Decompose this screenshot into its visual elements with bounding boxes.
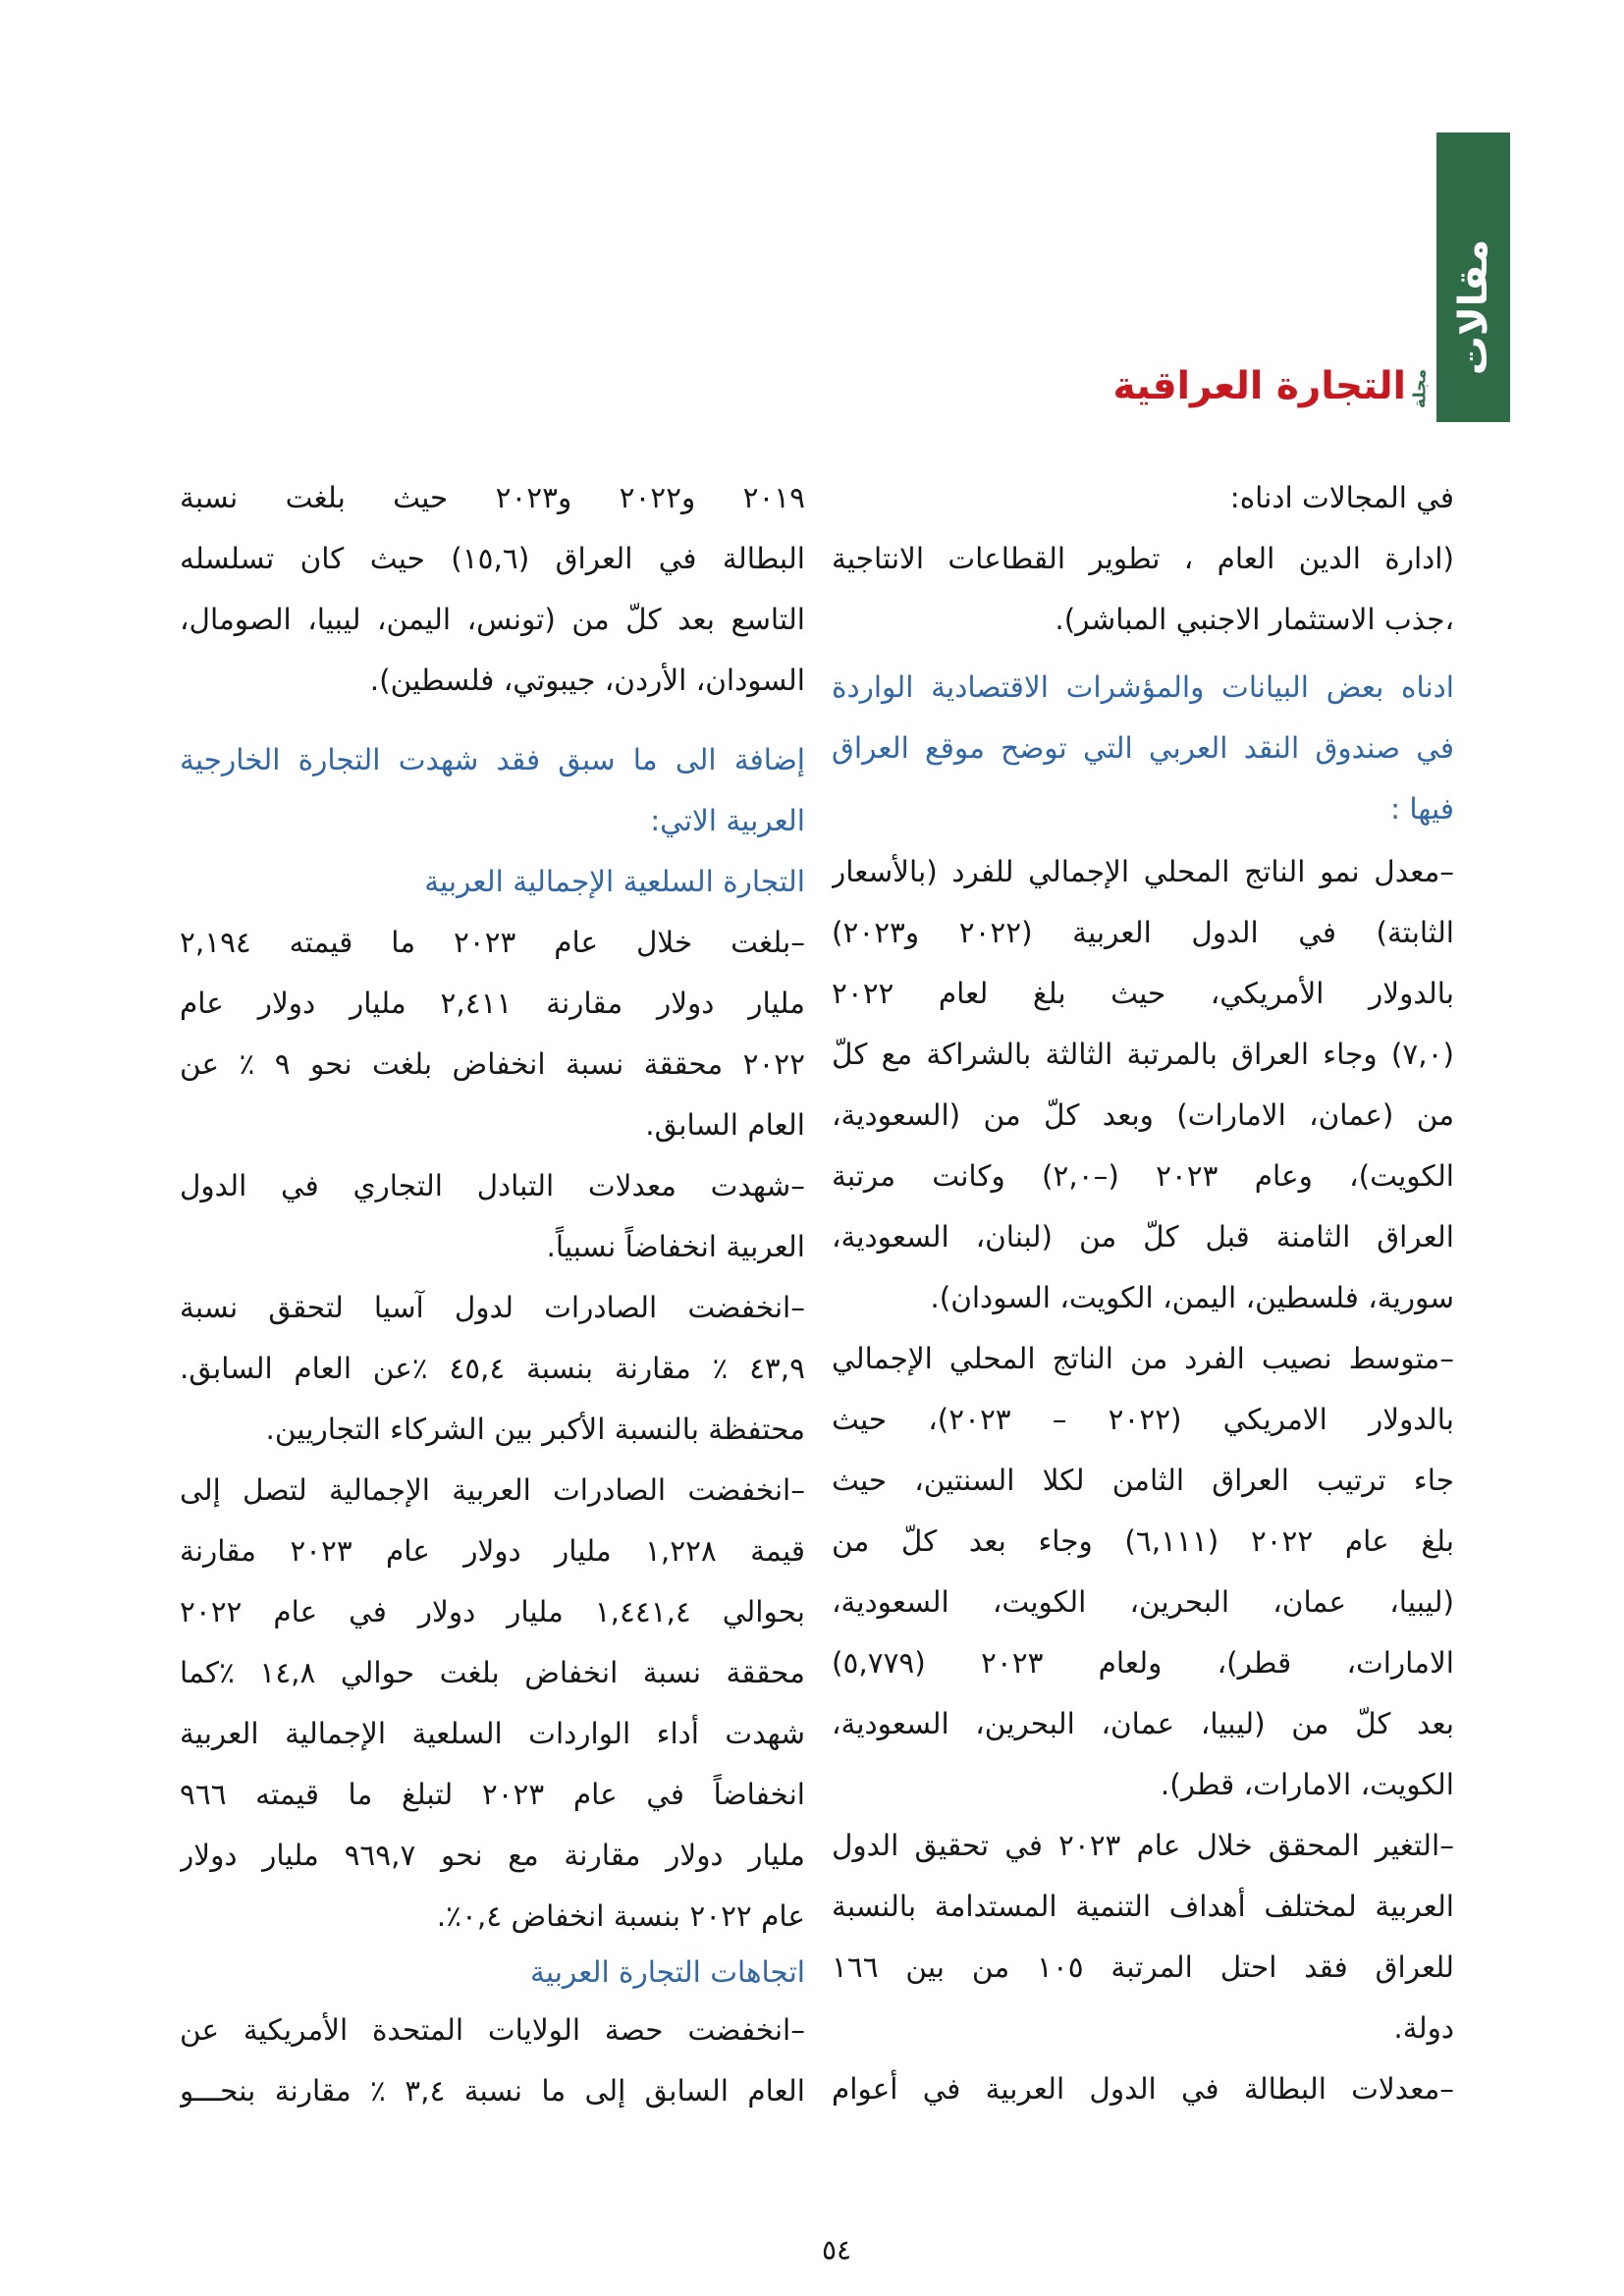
right-column-line: بالدولار الأمريكي، حيث بلغ لعام ٢٠٢٢	[832, 977, 1454, 1010]
right-column-heading: في صندوق النقد العربي التي توضح موقع العراق	[832, 731, 1454, 765]
left-column-line: بحوالي ١,٤٤١,٤ مليار دولار في عام ٢٠٢٢	[180, 1595, 805, 1629]
left-column-heading: إضافة الى ما سبق فقد شهدت التجارة الخارجية	[180, 743, 805, 776]
magazine-prefix: مجلة	[1410, 368, 1431, 409]
right-column-line: –معدل نمو الناتج المحلي الإجمالي للفرد (بالأسعار	[832, 855, 1454, 888]
right-column-heading: فيها :	[1390, 792, 1454, 826]
right-column-line: العربية لمختلف أهداف التنمية المستدامة بالنسبة	[832, 1890, 1454, 1923]
left-column-line: مليار دولار مقارنة ٢,٤١١ مليار دولار عام	[180, 987, 805, 1020]
right-column-line: بالدولار الامريكي (٢٠٢٢ – ٢٠٢٣)، حيث	[832, 1403, 1454, 1436]
left-column-line: العربية انخفاضاً نسبياً.	[546, 1230, 805, 1263]
right-column-line: سورية، فلسطين، اليمن، الكويت، السودان).	[930, 1281, 1454, 1314]
left-column-line: محققة نسبة انخفاض بلغت حوالي ١٤,٨ ٪كما	[180, 1656, 805, 1689]
left-column-heading: اتجاهات التجارة العربية	[530, 1955, 805, 1989]
left-column-line: –بلغت خلال عام ٢٠٢٣ ما قيمته ٢,١٩٤	[180, 926, 805, 959]
right-column-line: للعراق فقد احتل المرتبة ١٠٥ من بين ١٦٦	[832, 1950, 1454, 1984]
left-column-heading: التجارة السلعية الإجمالية العربية	[424, 865, 805, 898]
right-column-line: الكويت، الامارات، قطر).	[1160, 1768, 1454, 1801]
right-column-line: الكويت)، وعام ٢٠٢٣ (–٢,٠) وكانت مرتبة	[832, 1159, 1454, 1193]
right-column-line: الثابتة) في الدول العربية (٢٠٢٢ و٢٠٢٣)	[832, 916, 1454, 949]
left-column-line: البطالة في العراق (١٥,٦) حيث كان تسلسله	[180, 542, 805, 575]
right-column-line: من (عمان، الامارات) وبعد كلّ من (السعودية،	[832, 1098, 1454, 1132]
left-column-line: التاسع بعد كلّ من (تونس، اليمن، ليبيا، الصومال،	[180, 603, 805, 636]
page-number: ٥٤	[821, 2233, 852, 2267]
left-column-line: شهدت أداء الواردات السلعية الإجمالية العربية	[180, 1717, 805, 1750]
left-column-line: ٤٣,٩ ٪ مقارنة بنسبة ٤٥,٤ ٪عن العام السابق.	[180, 1352, 805, 1385]
right-column-line: ،جذب الاستثمار الاجنبي المباشر).	[1055, 603, 1454, 636]
right-column-line: العراق الثامنة قبل كلّ من (لبنان، السعودية،	[832, 1220, 1454, 1254]
left-column-line: –انخفضت الصادرات العربية الإجمالية لتصل إلى	[180, 1473, 805, 1507]
left-column-line: ٢٠٢٢ محققة نسبة انخفاض بلغت نحو ٩ ٪ عن	[180, 1047, 805, 1081]
left-column-heading: العربية الاتي:	[650, 804, 805, 837]
right-column-line: في المجالات ادناه:	[1229, 481, 1454, 514]
right-column-line: جاء ترتيب العراق الثامن لكلا السنتين، حيث	[832, 1464, 1454, 1497]
right-column-line: بلغ عام ٢٠٢٢ (٦,١١١) وجاء بعد كلّ من	[832, 1524, 1454, 1558]
right-column-line: الامارات، قطر)، ولعام ٢٠٢٣ (٥,٧٧٩)	[832, 1646, 1454, 1680]
left-column-line: محتفظة بالنسبة الأكبر بين الشركاء التجاريين.	[265, 1413, 805, 1446]
left-column-line: ٢٠١٩ و٢٠٢٢ و٢٠٢٣ حيث بلغت نسبة	[180, 481, 805, 514]
right-column-heading: ادناه بعض البيانات والمؤشرات الاقتصادية الواردة	[832, 670, 1454, 704]
section-tab	[1436, 133, 1510, 422]
left-column-line: –انخفضت حصة الولايات المتحدة الأمريكية عن	[180, 2013, 805, 2047]
right-column-line: (ليبيا، عمان، البحرين، الكويت، السعودية،	[832, 1585, 1454, 1619]
right-column-line: (٧,٠) وجاء العراق بالمرتبة الثالثة بالشراكة مع كلّ	[832, 1038, 1454, 1071]
left-column-line: انخفاضاً في عام ٢٠٢٣ لتبلغ ما قيمته ٩٦٦	[180, 1778, 805, 1811]
section-tab-label: مقالات	[1450, 239, 1496, 376]
right-column-line: دولة.	[1393, 2011, 1454, 2045]
left-column-line: السودان، الأردن، جيبوتي، فلسطين).	[369, 664, 805, 697]
left-column	[180, 467, 805, 2121]
left-column-line: العام السابق إلى ما نسبة ٣,٤ ٪ مقارنة بنحـــو	[180, 2074, 805, 2108]
right-column-line: –معدلات البطالة في الدول العربية في أعوام	[832, 2072, 1454, 2106]
right-column-line: –متوسط نصيب الفرد من الناتج المحلي الإجمالي	[832, 1342, 1454, 1375]
right-column-line: (ادارة الدين العام ، تطوير القطاعات الانتاجية	[832, 542, 1454, 575]
magazine-title-logo: التجارة العراقية	[1112, 364, 1406, 408]
left-column-line: عام ٢٠٢٢ بنسبة انخفاض ٠,٤٪.	[436, 1899, 805, 1933]
left-column-line: قيمة ١,٢٢٨ مليار دولار عام ٢٠٢٣ مقارنة	[180, 1534, 805, 1568]
left-column-line: –شهدت معدلات التبادل التجاري في الدول	[180, 1169, 805, 1202]
right-column	[832, 467, 1454, 2119]
right-column-line: بعد كلّ من (ليبيا، عمان، البحرين، السعودية،	[832, 1707, 1454, 1740]
left-column-line: العام السابق.	[645, 1108, 805, 1142]
left-column-line: مليار دولار مقارنة مع نحو ٩٦٩,٧ مليار دولار	[180, 1839, 805, 1872]
left-column-line: –انخفضت الصادرات لدول آسيا لتحقق نسبة	[180, 1291, 805, 1324]
right-column-line: –التغير المحقق خلال عام ٢٠٢٣ في تحقيق الدول	[832, 1829, 1454, 1862]
